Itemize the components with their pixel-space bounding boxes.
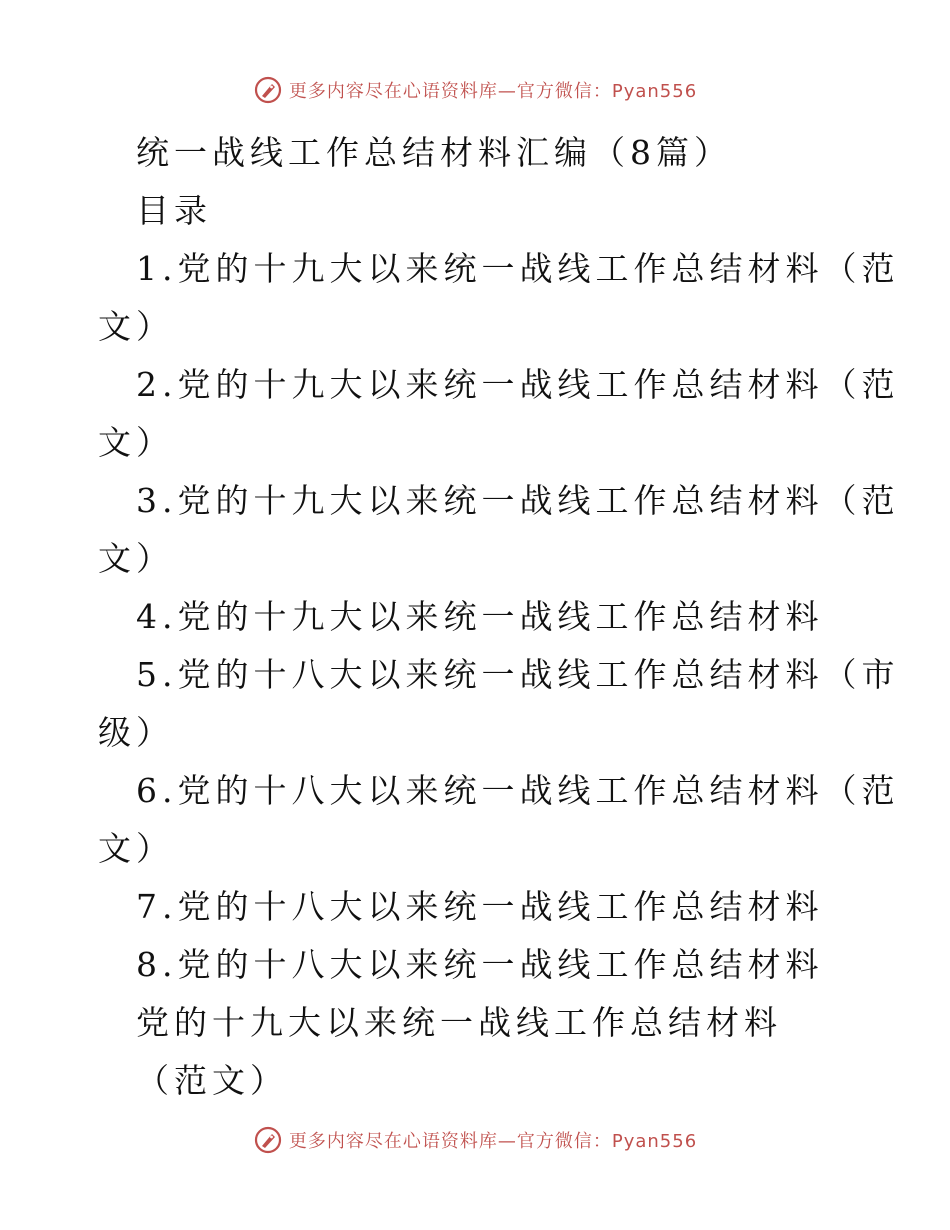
toc-item-6-continuation: 文） [98,829,174,868]
document-title: 统一战线工作总结材料汇编（8篇） [136,133,732,172]
toc-item-6: 6.党的十八大以来统一战线工作总结材料（范 [136,771,900,810]
toc-item-2-continuation: 文） [98,423,174,462]
document-body [98,124,900,1110]
section-subtitle: （范文） [136,1061,288,1100]
header-banner-text: 更多内容尽在心语资料库—官方微信：Pyan556 [288,81,698,102]
toc-item-8: 8.党的十八大以来统一战线工作总结材料 [136,945,824,984]
toc-item-5: 5.党的十八大以来统一战线工作总结材料（市 [136,655,900,694]
toc-item-1-continuation: 文） [98,307,174,346]
toc-item-1: 1.党的十九大以来统一战线工作总结材料（范 [136,249,900,288]
section-title: 党的十九大以来统一战线工作总结材料 [136,1003,782,1042]
toc-item-2: 2.党的十九大以来统一战线工作总结材料（范 [136,365,900,404]
footer-banner-text: 更多内容尽在心语资料库—官方微信：Pyan556 [288,1131,698,1152]
toc-item-3: 3.党的十九大以来统一战线工作总结材料（范 [136,481,900,520]
pen-nib-logo-icon [253,75,283,105]
toc-item-5-continuation: 级） [98,713,174,752]
toc-item-3-continuation: 文） [98,539,174,578]
toc-heading: 目录 [136,191,212,230]
toc-item-7: 7.党的十八大以来统一战线工作总结材料 [136,887,824,926]
header-banner [0,70,950,110]
pen-nib-logo-icon [253,1125,283,1155]
toc-item-4: 4.党的十九大以来统一战线工作总结材料 [136,597,824,636]
footer-banner [0,1120,950,1160]
